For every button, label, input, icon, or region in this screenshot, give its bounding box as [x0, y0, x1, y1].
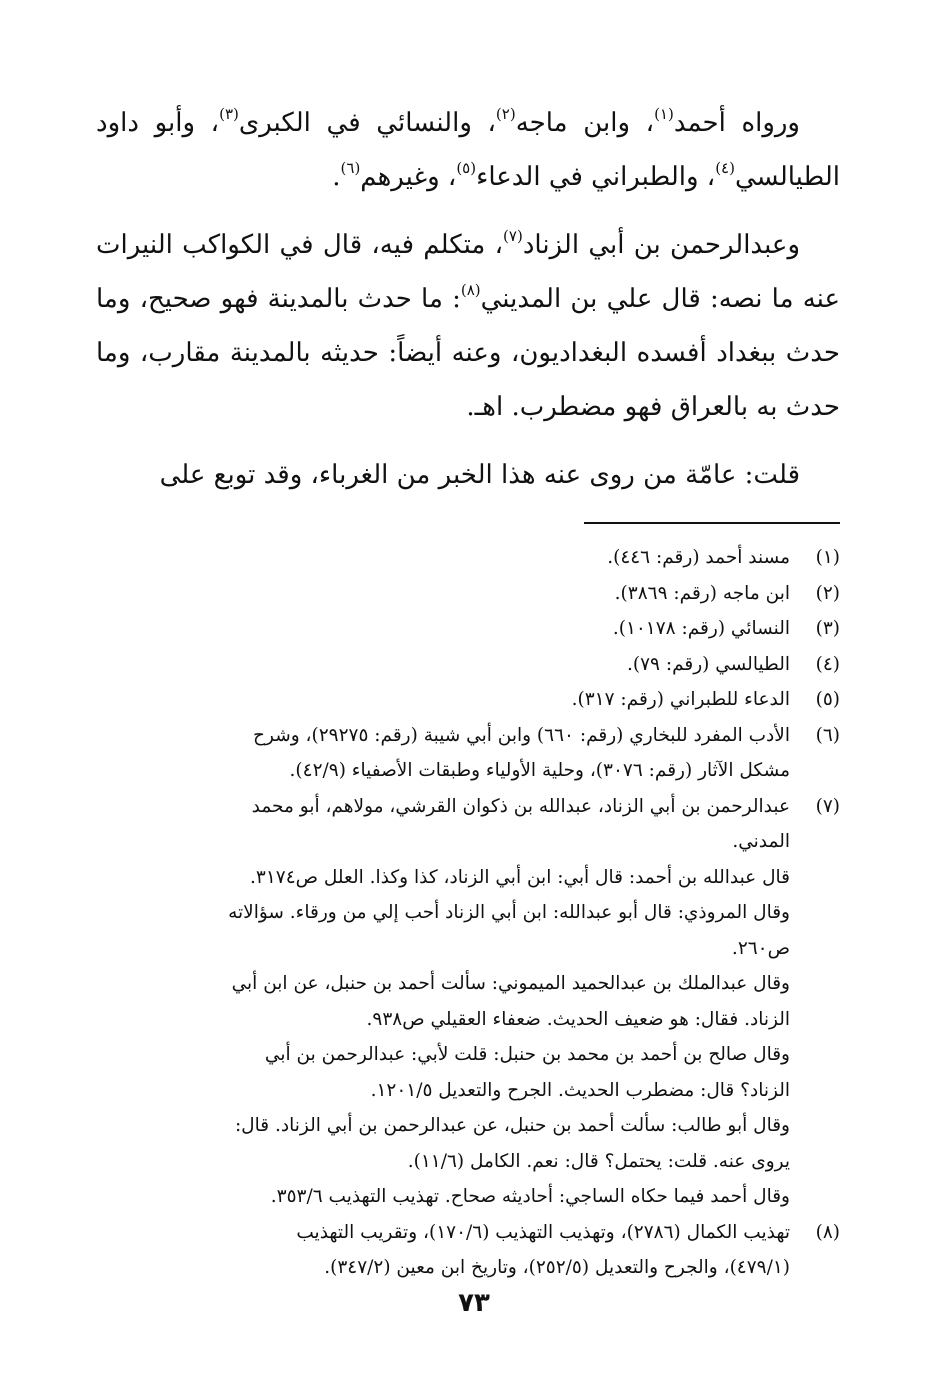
text-run: ، والطبراني في الدعاء [476, 162, 716, 192]
page-number: ٧٣ [458, 1288, 490, 1318]
text-run: ورواه أحمد [673, 108, 800, 138]
footnote-line: الزناد. فقال: هو ضعيف الحديث. ضعفاء العقيلي ص٩٣٨. [366, 1008, 790, 1030]
text-run: ، متكلم فيه، قال في الكواكب النيرات عنه ما نصه: قال علي بن المديني [96, 230, 840, 314]
paragraph-3 [96, 448, 840, 502]
footnote-number: (٦) [815, 724, 840, 746]
footnote-number: (٥) [815, 689, 840, 710]
page-content [96, 96, 840, 1286]
footnote-line: يروى عنه. قلت: يحتمل؟ قال: نعم. الكامل (١١/٦). [407, 1150, 790, 1172]
footnote-line: قال عبدالله بن أحمد: قال أبي: ابن أبي الزناد، كذا وكذا. العلل ص٣١٧٤. [250, 866, 790, 888]
footnote [96, 1215, 840, 1286]
footnote [96, 682, 840, 718]
footnote-line: عبدالرحمن بن أبي الزناد، عبدالله بن ذكوان القرشي، مولاهم، أبو محمد [251, 795, 790, 817]
footnote-line: الطيالسي (رقم: ٧٩). [626, 653, 790, 675]
footnote [96, 718, 840, 789]
footnote-ref[interactable]: (١) [654, 105, 674, 123]
footnote-text [96, 718, 790, 789]
footnote-text [96, 611, 790, 647]
footnote-ref[interactable]: (٦) [340, 159, 361, 177]
footnote-number: (٨) [815, 1221, 840, 1243]
footnote-text [96, 647, 790, 683]
footnote-ref[interactable]: (٤) [715, 159, 735, 177]
text-run: ، وغيرهم [360, 162, 457, 192]
footnote [96, 540, 840, 576]
footnote-separator [584, 522, 840, 524]
footnote-line: ابن ماجه (رقم: ٣٨٦٩). [614, 582, 790, 604]
footnote [96, 647, 840, 683]
footnote-line: وقال أحمد فيما حكاه الساجي: أحاديثه صحاح. تهذيب التهذيب ٣٥٣/٦. [270, 1186, 790, 1207]
main-text [96, 96, 840, 502]
footnote-line: الزناد؟ قال: مضطرب الحديث. الجرح والتعديل ١٢٠١/٥. [370, 1079, 790, 1101]
footnote-ref[interactable]: (٢) [495, 105, 516, 123]
footnote [96, 789, 840, 1215]
footnote-line: وقال عبدالملك بن عبدالحميد الميموني: سألت أحمد بن حنبل، عن ابن أبي [231, 973, 790, 994]
footnote-line: مشكل الآثار (رقم: ٣٠٧٦)، وحلية الأولياء وطبقات الأصفياء (٤٢/٩). [289, 760, 790, 781]
text-run: ، وأبو داود الطيالسي [96, 108, 840, 192]
footnote-number: (٤) [815, 653, 840, 675]
footnote [96, 611, 840, 647]
footnote-line: ص٢٦٠. [731, 937, 790, 959]
footnote-text [96, 576, 790, 612]
footnote-line: مسند أحمد (رقم: ٤٤٦). [607, 547, 790, 568]
footnote-text [96, 789, 790, 1215]
footnote [96, 576, 840, 612]
text-run: ، وابن ماجه [515, 108, 655, 138]
text-run: : ما حدث بالمدينة فهو صحيح، وما حدث ببغداد أفسده البغداديون، وعنه أيضاً: حديثه بالمدينة مقارب، وما حدث به بالعراق فهو مضطرب. اهـ. [96, 284, 840, 422]
footnotes [96, 540, 840, 1286]
paragraph-1 [96, 96, 840, 204]
footnote-line: الدعاء للطبراني (رقم: ٣١٧). [571, 689, 790, 710]
footnote-text [96, 682, 790, 718]
footnote-number: (١) [815, 547, 840, 568]
footnote-number: (٧) [815, 795, 840, 817]
text-run: قلت: عامّة من روى عنه هذا الخبر من الغرباء، وقد توبع على [159, 460, 800, 490]
footnote-line: وقال أبو طالب: سألت أحمد بن حنبل، عن عبدالرحمن بن أبي الزناد. قال: [234, 1115, 790, 1136]
text-run: . [332, 162, 341, 192]
footnote-text [96, 1215, 790, 1286]
footnote-line: تهذيب الكمال (٢٧٨٦)، وتهذيب التهذيب (١٧٠/٦)، وتقريب التهذيب [296, 1221, 790, 1243]
footnote-ref[interactable]: (٣) [219, 105, 239, 123]
footnote-text [96, 540, 790, 576]
text-run: وعبدالرحمن بن أبي الزناد [522, 230, 800, 260]
footnote-number: (٢) [815, 582, 840, 604]
footnote-line: النسائي (رقم: ١٠١٧٨). [612, 618, 790, 639]
footnote-line: وقال صالح بن أحمد بن محمد بن حنبل: قلت لأبي: عبدالرحمن بن أبي [264, 1044, 790, 1065]
footnote-number: (٣) [815, 618, 840, 639]
footnote-ref[interactable]: (٥) [456, 159, 477, 177]
footnote-ref[interactable]: (٧) [503, 227, 523, 245]
footnote-line: المدني. [732, 831, 790, 852]
text-run: ، والنسائي في الكبرى [238, 108, 496, 138]
footnote-line: (٤٧٩/١)، والجرح والتعديل (٢٥٢/٥)، وتاريخ ابن معين (٣٤٧/٢). [324, 1257, 790, 1278]
footnote-line: وقال المروذي: قال أبو عبدالله: ابن أبي الزناد أحب إلي من ورقاء. سؤالاته [228, 902, 790, 923]
paragraph-2 [96, 218, 840, 434]
footnote-line: الأدب المفرد للبخاري (رقم: ٦٦٠) وابن أبي شيبة (رقم: ٢٩٢٧٥)، وشرح [253, 724, 790, 746]
footnote-ref[interactable]: (٨) [460, 281, 481, 299]
